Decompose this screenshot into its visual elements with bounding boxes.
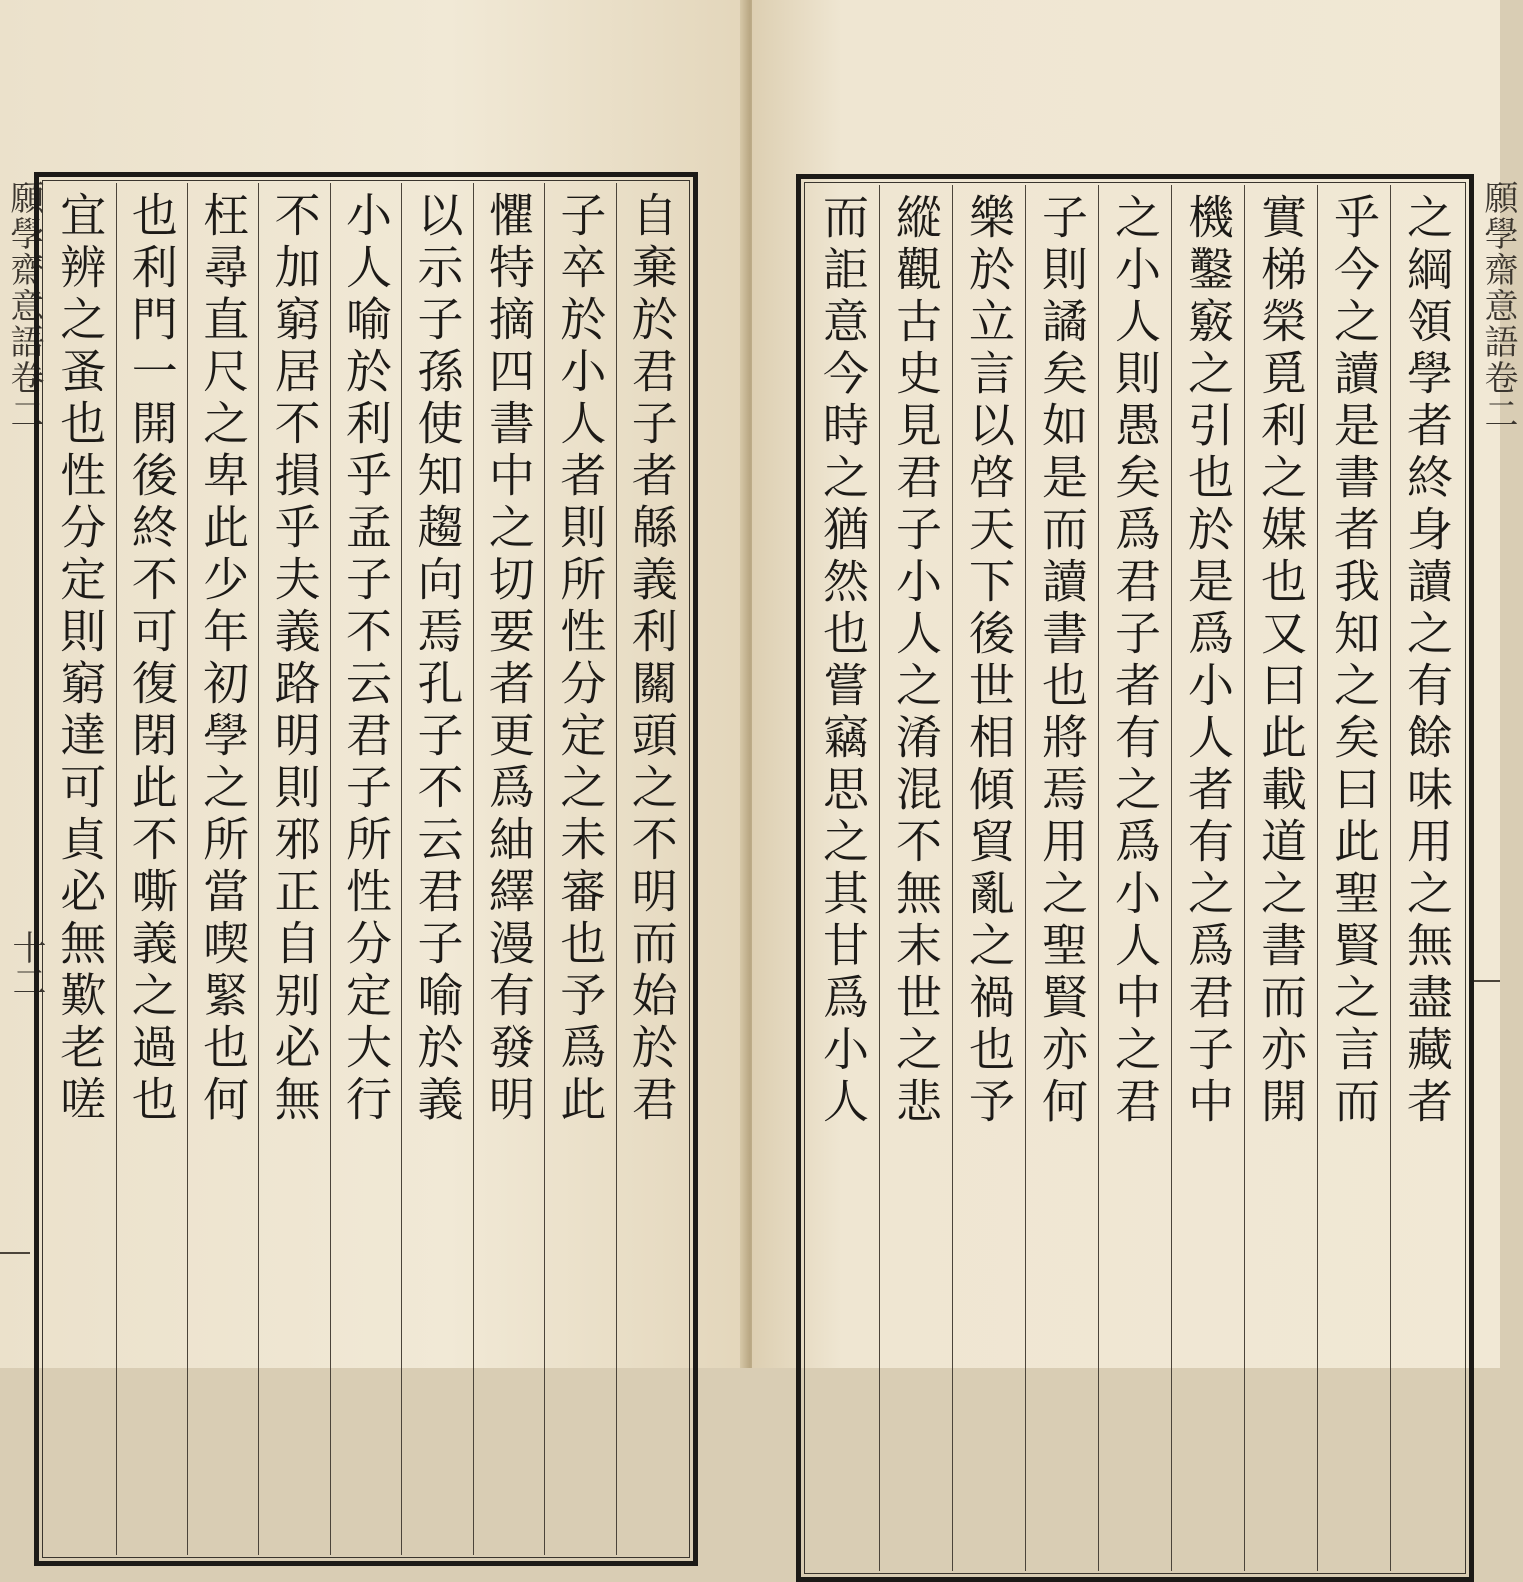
left-margin-title: 願學齋意語卷二: [4, 180, 44, 432]
text-column: 而詎意今時之猶然也嘗竊思之其甘爲小人: [807, 185, 880, 1571]
left-text-frame: [34, 172, 698, 1566]
right-margin-title: 願學齋意語卷二: [1478, 180, 1518, 432]
text-column: 宜辨之蚤也性分定則窮達可貞必無歎老嗟: [45, 183, 116, 1555]
left-page: [0, 0, 748, 1368]
text-column: 自棄於君子者緜義利關頭之不明而始於君: [624, 191, 679, 1127]
right-columns: [807, 185, 1463, 1571]
text-column: 縱觀古史見君子小人之淆混不無末世之悲: [880, 185, 953, 1571]
text-column: 之綱領學者終身讀之有餘味用之無盡藏者: [1400, 193, 1454, 1129]
text-column: 樂於立言以啓天下後世相傾貿亂之禍也予: [953, 185, 1026, 1571]
text-column: 以示子孫使知趨向焉孔子不云君子喻於義: [402, 183, 473, 1555]
left-folio-number: 十二: [6, 930, 46, 998]
left-columns: [45, 183, 687, 1555]
text-column: 不加窮居不損乎夫義路明則邪正自别必無: [259, 183, 330, 1555]
text-column: 枉尋直尺之卑此少年初學之所當喫緊也何: [188, 183, 259, 1555]
left-margin-rule: [0, 1252, 30, 1254]
text-column: 小人喻於利乎孟子不云君子所性分定大行: [331, 183, 402, 1555]
right-margin-rule: [1474, 980, 1500, 982]
text-column: 子則譎矣如是而讀書也將焉用之聖賢亦何: [1026, 185, 1099, 1571]
text-column: 實梯榮覓利之媒也又曰此載道之書而亦開: [1245, 185, 1318, 1571]
right-text-frame: [796, 174, 1474, 1582]
text-column: 機鑿竅之引也於是爲小人者有之爲君子中: [1172, 185, 1245, 1571]
text-column: 子卒於小人者則所性分定之未審也予爲此: [545, 183, 616, 1555]
text-column: 懼特摘四書中之切要者更爲紬繹漫有發明: [474, 183, 545, 1555]
text-column: 也利門一開後終不可復閉此不嘶義之過也: [117, 183, 188, 1555]
text-column: 乎今之讀是書者我知之矣曰此聖賢之言而: [1318, 185, 1391, 1571]
text-column: 之小人則愚矣爲君子者有之爲小人中之君: [1099, 185, 1172, 1571]
